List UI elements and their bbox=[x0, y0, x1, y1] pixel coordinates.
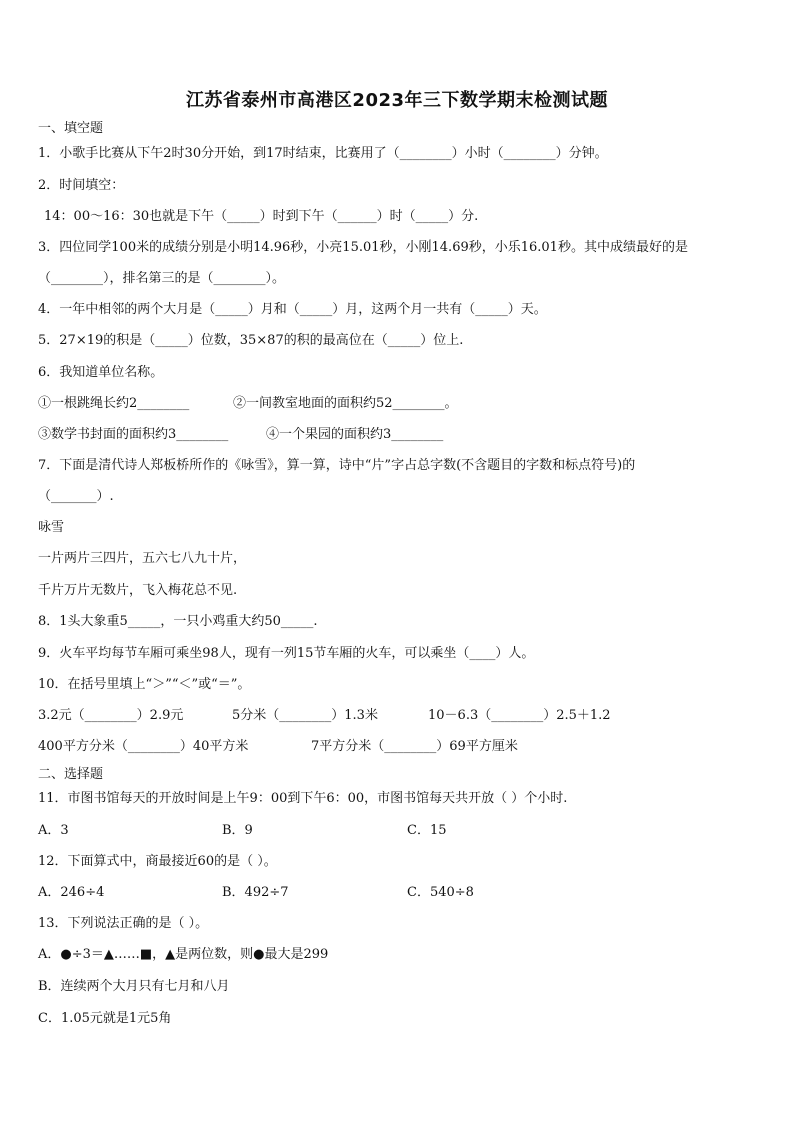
question-10: 10．在括号里填上“＞”“＜”或“＝”。 bbox=[38, 677, 251, 692]
question-13-option-b: B．连续两个大月只有七月和八月 bbox=[38, 979, 230, 994]
question-12-option-a: A．246÷4 bbox=[38, 885, 105, 900]
question-6-item-2: ②一间教室地面的面积约52________。 bbox=[233, 396, 458, 411]
question-7-line2: （_______）. bbox=[38, 489, 114, 504]
question-13-option-a: A．●÷3＝▲……■，▲是两位数，则●最大是299 bbox=[38, 947, 329, 962]
poem-line-2: 千片万片无数片，飞入梅花总不见. bbox=[38, 583, 238, 598]
question-8: 8．1头大象重5_____，一只小鸡重大约50_____. bbox=[38, 614, 318, 629]
question-10-item-5: 7平方分米（________）69平方厘米 bbox=[311, 739, 518, 754]
question-6-item-3: ③数学书封面的面积约3________ bbox=[38, 427, 229, 442]
question-10-item-1: 3.2元（________）2.9元 bbox=[38, 708, 184, 723]
page-title: 江苏省泰州市高港区2023年三下数学期末检测试题 bbox=[185, 90, 609, 111]
question-13-option-c: C．1.05元就是1元5角 bbox=[38, 1011, 172, 1026]
question-2-sub: 14：00～16：30也就是下午（_____）时到下午（______）时（_____）分. bbox=[44, 209, 479, 224]
question-1: 1．小歌手比赛从下午2时30分开始，到17时结束，比赛用了（________）小时（________）分钟。 bbox=[38, 146, 608, 161]
poem-title: 咏雪 bbox=[38, 520, 65, 535]
question-9: 9．火车平均每节车厢可乘坐98人，现有一列15节车厢的火车，可以乘坐（____）人。 bbox=[38, 646, 535, 661]
question-6: 6．我知道单位名称。 bbox=[38, 365, 164, 380]
question-12-option-b: B．492÷7 bbox=[222, 885, 289, 900]
question-4: 4．一年中相邻的两个大月是（_____）月和（_____）月，这两个月一共有（_____）天。 bbox=[38, 302, 547, 317]
question-6-item-4: ④一个果园的面积约3________ bbox=[266, 427, 444, 442]
question-6-item-1: ①一根跳绳长约2________ bbox=[38, 396, 190, 411]
question-3-line2: （________），排名第三的是（________）。 bbox=[38, 271, 286, 286]
question-3-line1: 3．四位同学100米的成绩分别是小明14.96秒，小亮15.01秒，小刚14.69秒，小乐16.01秒。其中成绩最好的是 bbox=[38, 240, 688, 255]
section-choice: 二、选择题 bbox=[38, 767, 104, 782]
question-11-option-c: C．15 bbox=[407, 823, 447, 838]
question-12-option-c: C．540÷8 bbox=[407, 885, 474, 900]
question-10-item-4: 400平方分米（________）40平方米 bbox=[38, 739, 249, 754]
question-13: 13．下列说法正确的是（ ）。 bbox=[38, 916, 209, 931]
question-11: 11．市图书馆每天的开放时间是上午9：00到下午6：00，市图书馆每天共开放（ ）个小时. bbox=[38, 791, 568, 806]
question-7-line1: 7．下面是清代诗人郑板桥所作的《咏雪》，算一算，诗中“片”字占总字数(不含题目的字数和标点符号)的 bbox=[38, 458, 636, 473]
question-12: 12．下面算式中，商最接近60的是（ ）。 bbox=[38, 854, 277, 869]
question-10-item-2: 5分米（________）1.3米 bbox=[232, 708, 378, 723]
question-10-item-3: 10－6.3（________）2.5＋1.2 bbox=[428, 708, 611, 723]
question-11-option-b: B．9 bbox=[222, 823, 253, 838]
question-5: 5．27×19的积是（_____）位数，35×87的积的最高位在（_____）位上. bbox=[38, 333, 464, 348]
poem-line-1: 一片两片三四片，五六七八九十片， bbox=[38, 551, 247, 566]
section-fill-in: 一、填空题 bbox=[38, 121, 104, 136]
question-11-option-a: A．3 bbox=[38, 823, 69, 838]
question-2: 2．时间填空： bbox=[38, 178, 125, 193]
